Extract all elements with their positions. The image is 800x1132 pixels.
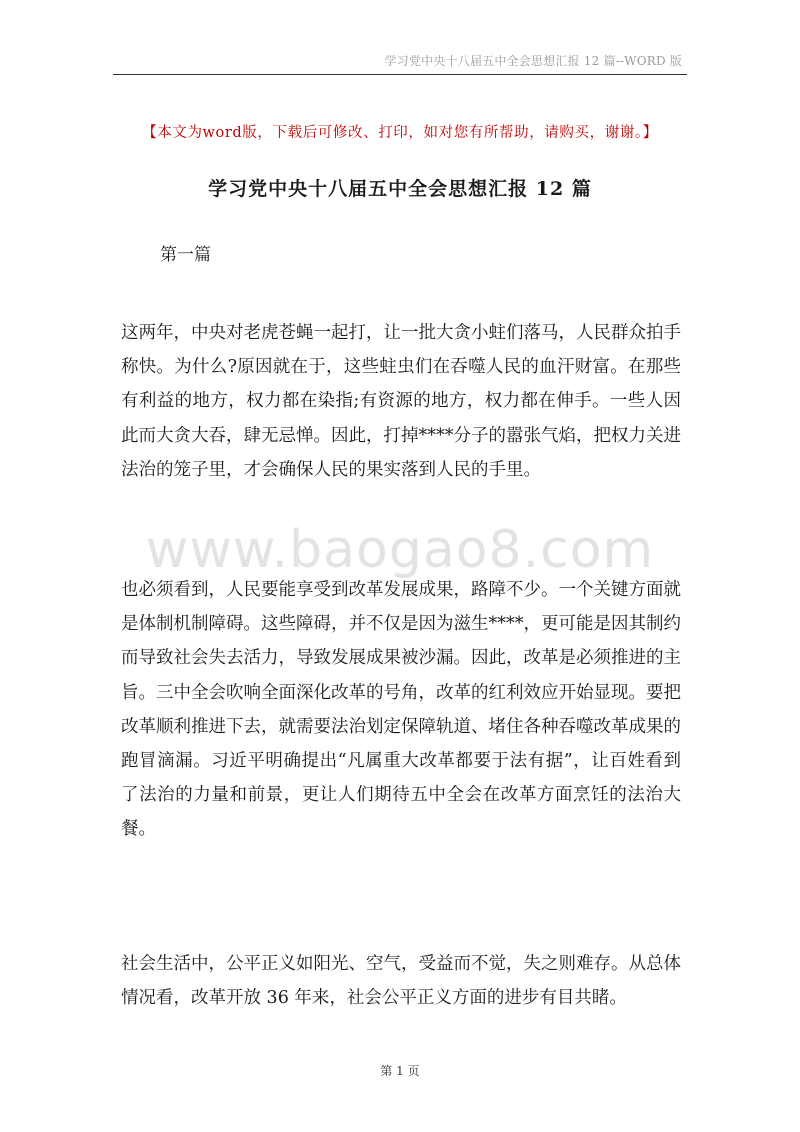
watermark: www.baogao8.com [145, 520, 655, 580]
purchase-notice: 【本文为word版，下载后可修改、打印，如对您有所帮助，请购买，谢谢。】 [142, 125, 658, 141]
body-paragraph-1: 这两年，中央对老虎苍蝇一起打，让一批大贪小蛀们落马，人民群众拍手称快。为什么?原因就在于，这些蛀虫们在吞噬人民的血汗财富。在那些有利益的地方，权力都在染指;有资源的地方，权力都在伸手。一些人因此而大贪大吞，肆无忌惮。因此，打掉****分子的嚣张气焰，把权力关进法治的笼子里，才会确保人民的果实落到人民的手里。 [121, 323, 681, 480]
header-divider [113, 74, 687, 75]
running-header: 学习党中央十八届五中全会思想汇报 12 篇--WORD 版 [384, 54, 682, 68]
body-paragraph-3: 社会生活中，公平正义如阳光、空气，受益而不觉，失之则难存。从总体情况看，改革开放 36 年来，社会公平正义方面的进步有目共睹。 [121, 954, 681, 1009]
section-heading: 第一篇 [160, 245, 211, 265]
page-number: 第 1 页 [380, 1064, 420, 1078]
body-paragraph-2: 也必须看到，人民要能享受到改革发展成果，路障不少。一个关键方面就是体制机制障碍。这些障碍，并不仅是因为滋生****，更可能是因其制约而导致社会失去活力，导致发展成果被沙漏。因此，改革是必须推进的主旨。三中全会吹响全面深化改革的号角，改革的红利效应开始显现。要把改革顺利推进下去，就需要法治划定保障轨道、堵住各种吞噬改革成果的跑冒滴漏。习近平明确提出“凡属重大改革都要于法有据”，让百姓看到了法治的力量和前景，更让人们期待五中全会在改革方面烹饪的法治大餐。 [121, 580, 681, 840]
document-title: 学习党中央十八届五中全会思想汇报 12 篇 [208, 178, 592, 200]
